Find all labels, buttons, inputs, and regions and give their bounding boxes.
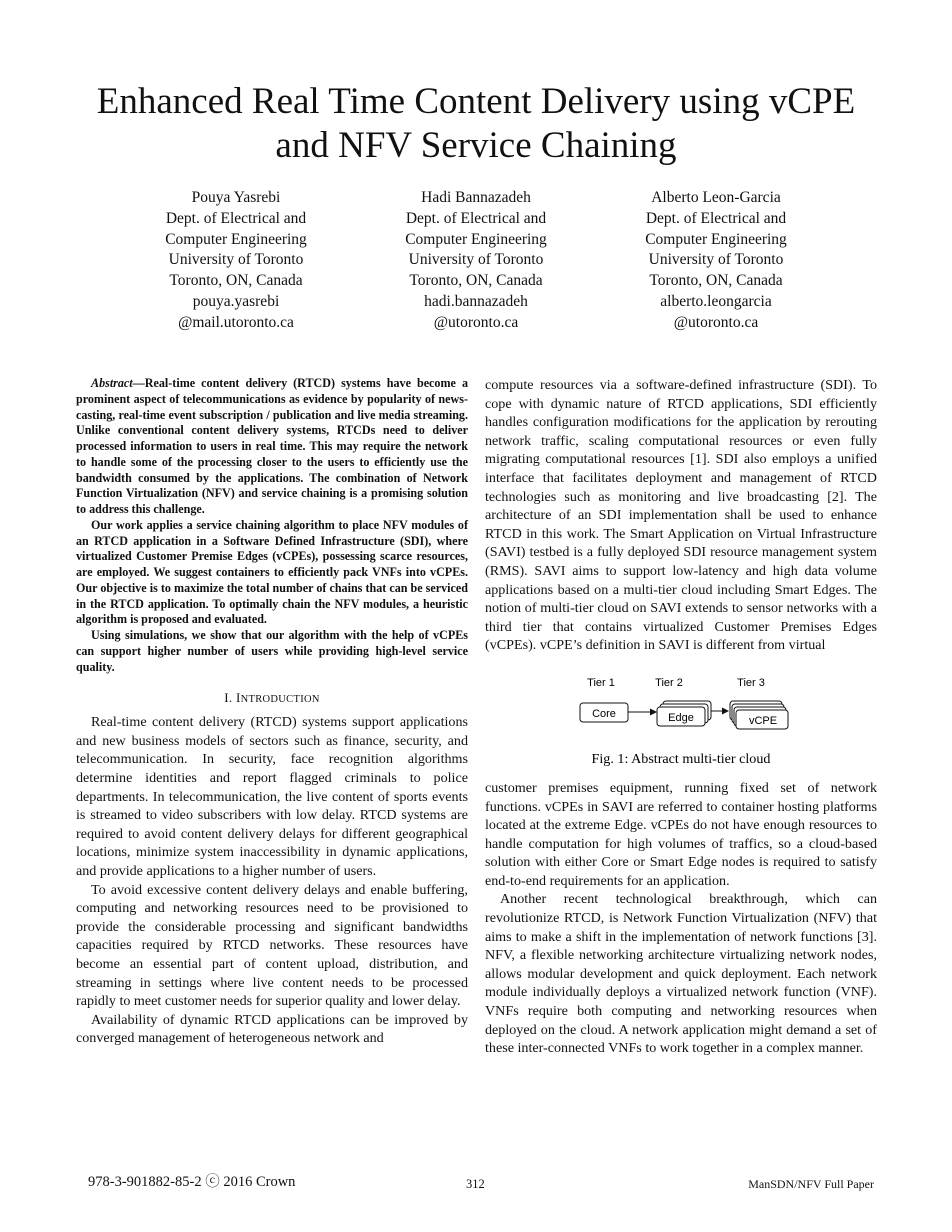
vcpe-label: vCPE [748, 714, 778, 727]
section-title-first: I [235, 690, 241, 706]
intro-body-right [485, 376, 877, 655]
author-dept: Computer Engineering [645, 230, 787, 248]
author-university: University of Toronto [168, 251, 304, 269]
abstract [76, 376, 468, 675]
author-dept: Computer Engineering [165, 230, 307, 248]
author-email-domain: @utoronto.ca [433, 313, 519, 331]
abstract-lead: Abstract [91, 376, 133, 390]
core-label: Core [592, 707, 616, 720]
footer-isbn: 978-3-901882-85-2 ⓒ 2016 Crown [88, 1174, 296, 1190]
footer-venue: ManSDN/NFV Full Paper [748, 1177, 874, 1191]
body-paragraph: compute resources via a software-defined infrastructure (SDI). To cope with dynamic nature of RTCD applications, SDI efficiently handles configuration modifications for the application by rerouting network traffic, scaling computational resources or even fully migrating computational resources [1]. SDI also employs a unified interface that facilitates deployment and management of RTCD technologies such as monitoring and live broadcasting [2]. The architecture of an SDI implementation shall be used to enhance RTCD in this work. The Smart Application on Virtual Infrastructure (SAVI) testbed is a fully deployed SDI resource management system (RMS). SAVI aims to support low-latency and high data volume applications based on a multi-tier cloud including Smart Edges. The notion of multi-tier cloud on SAVI extends to sensor networks with a third tier that contains virtualized Customer Premises Edges (vCPEs). vCPE’s definition in SAVI is different from virtual [485, 377, 877, 654]
author-email-domain: @utoronto.ca [673, 313, 759, 331]
section-heading [76, 690, 468, 706]
section-title-rest: NTRODUCTION [240, 694, 320, 706]
body-paragraph: To avoid excessive content delivery delays and enable buffering, computing and networking resources need to be provisioned to provide the considerable processing and significant bandwidths capacities required by RTCD networks. These resources have become an essential part of content upload, distribution, and streaming in settings where live content needs to be processed rapidly to meet customer needs for superior quality and lower delay. [76, 881, 468, 1010]
title-line-2: and NFV Service Chaining [275, 125, 677, 166]
body-paragraph: customer premises equipment, running fixed set of network functions. vCPEs in SAVI are referred to container hosting platforms located at the extreme Edge. vCPEs do not have enough resources to handle computation for high volumes of traffics, so a cloud-based solution with either Core or Smart Edge nodes is required to satisfy end-to-end requirements for an application. [485, 779, 877, 889]
author-block [116, 188, 836, 334]
author-name: Pouya Yasrebi [191, 189, 281, 206]
figure-caption: Fig. 1: Abstract multi-tier cloud [591, 750, 771, 767]
abstract-text: —Real-time content delivery (RTCD) systems have become a prominent aspect of telecommunications as evidence by popularity of news-casting, real-time event subscription / publication and live media streaming. Unlike conventional content delivery systems, RTCDs need to deliver processed information to users in real time. This may require the network to handle some of the processing closer to the users to efficiently use the bandwidth consumed by the applications. The combination of Network Function Virtualization (NFV) and service chaining is a promising solution to address this challenge. [76, 376, 468, 516]
edge-label: Edge [668, 711, 694, 724]
body-paragraph: Another recent technological breakthrough, which can revolutionize RTCD, is Network Function Virtualization (NFV) that aims to make a shift in the implementation of network functions [3]. NFV, a flexible networking architecture virtualizing network nodes, allows modular development and quick deployment. Each network module individually deploys a virtualized network function (VNF). VNFs require both computing and networking resources when deployed on the cloud. A network application might demand a set of these inter-connected VNFs to work together in a complex manner. [485, 891, 877, 1057]
abstract-paragraph [76, 376, 468, 518]
paper-title [40, 80, 912, 168]
author-email-domain: @mail.utoronto.ca [178, 313, 294, 331]
author-dept: Dept. of Electrical and [165, 209, 307, 227]
author-email: hadi.bannazadeh [424, 292, 528, 310]
intro-body-right-cont [485, 779, 877, 1058]
abstract-paragraph: Using simulations, we show that our algorithm with the help of vCPEs can support higher number of users while providing high-level service quality. [76, 628, 468, 674]
author-1 [116, 188, 356, 334]
author-dept: Computer Engineering [405, 230, 547, 248]
title-line-1: Enhanced Real Time Content Delivery using vCPE [96, 81, 856, 122]
body-paragraph: Availability of dynamic RTCD applications can be improved by converged management of heterogeneous network and [76, 1011, 468, 1047]
abstract-paragraph: Our work applies a service chaining algorithm to place NFV modules of an RTCD application in a Software Defined Infrastructure (SDI), where virtualized Customer Premise Edges (vCPEs), possessing scarce resources, are employed. We suggest containers to efficiently pack VNFs into vCPEs. Our objective is to maximize the total number of chains that can be serviced in the RTCD application. To optimally chain the NFV modules, a heuristic algorithm is proposed and evaluated. [76, 517, 468, 627]
intro-body-left [76, 713, 468, 1048]
author-location: Toronto, ON, Canada [649, 272, 783, 290]
section-number: I. [224, 690, 233, 706]
author-2 [356, 188, 596, 334]
page-number: 312 [466, 1177, 485, 1191]
tier-3-label: Tier 3 [737, 676, 765, 689]
author-university: University of Toronto [648, 251, 784, 269]
right-column [485, 376, 877, 1058]
author-location: Toronto, ON, Canada [169, 272, 303, 290]
author-dept: Dept. of Electrical and [405, 209, 547, 227]
body-paragraph: Real-time content delivery (RTCD) systems support applications and new business models of sectors such as finance, security, and telecommunication. In security, face recognition algorithms determine identities and report flagged criminals to police departments. In telecommunication, the live content of sports events is streamed to video subscribers with low delay. RTCD systems are required to avoid content delivery delays for different geographical locations, minimize system inaccessibility in dynamic applications, and provide applications to a higher number of users. [76, 714, 468, 879]
author-dept: Dept. of Electrical and [645, 209, 787, 227]
author-location: Toronto, ON, Canada [409, 272, 543, 290]
author-name: Hadi Bannazadeh [421, 189, 531, 206]
multi-tier-cloud-diagram [485, 675, 877, 775]
tier-1-label: Tier 1 [587, 676, 615, 689]
tier-2-label: Tier 2 [655, 676, 683, 689]
author-name: Alberto Leon-Garcia [651, 189, 781, 206]
author-email: pouya.yasrebi [192, 292, 280, 310]
author-3 [596, 188, 836, 334]
author-email: alberto.leongarcia [660, 292, 772, 310]
figure-1 [485, 675, 877, 775]
author-university: University of Toronto [408, 251, 544, 269]
left-column [76, 376, 468, 1048]
